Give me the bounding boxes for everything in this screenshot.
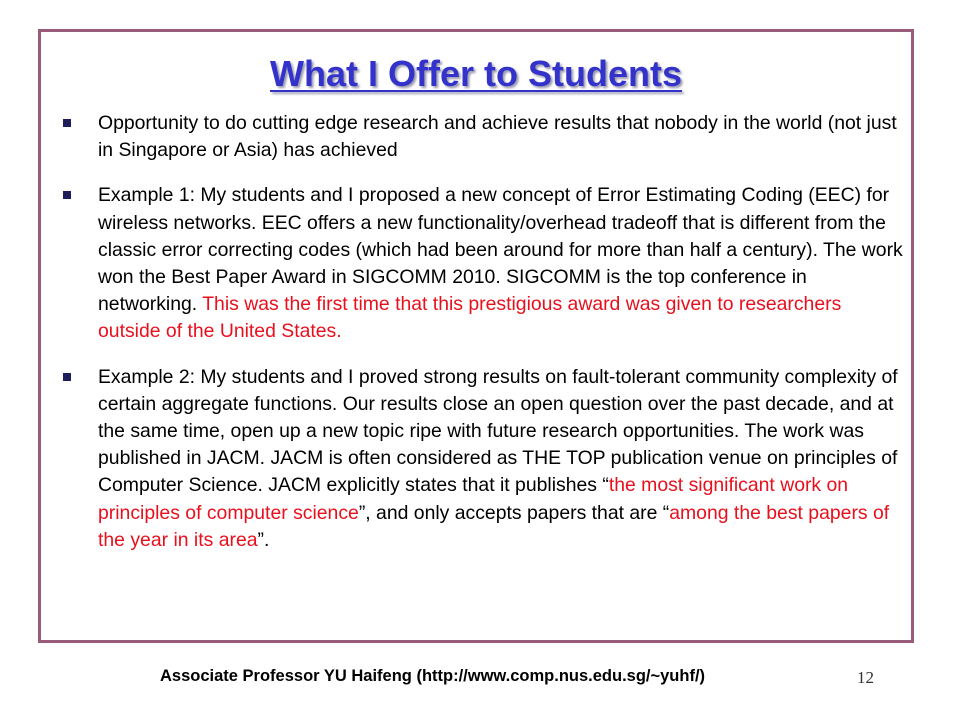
bullet-item-2: [61, 182, 907, 345]
text-run: Opportunity to do cutting edge research and achieve results that nobody in the world (not just in Singapore or Asia) has achieved: [98, 112, 897, 162]
page-number: 12: [857, 668, 874, 687]
bullet-1-text: [98, 112, 897, 161]
footer-author: Associate Professor YU Haifeng (http://www.comp.nus.edu.sg/~yuhf/): [160, 667, 706, 685]
square-bullet-icon: [63, 119, 71, 127]
bullet-2-text: [98, 184, 903, 342]
highlight-text-run: the most significant work on principles of computer science: [98, 474, 849, 524]
text-run: Example 2: My students and I proved strong results on fault-tolerant community complexity of certain aggregate functions. Our results close an open question over the past decade, and at the same time, open up a new topic ripe with future research opportunities. The work was published in JACM. JACM is often considered as THE TOP publication venue on principles of Computer Science. JACM explicitly states that it publishes “: [98, 365, 898, 497]
bullet-list: [61, 110, 907, 572]
text-run: ”, and only accepts papers that are “: [358, 501, 670, 524]
highlight-text-run: This was the first time that this prestigious award was given to researchers outside of the United States.: [98, 293, 842, 343]
slide-title: What I Offer to Students: [270, 53, 682, 94]
highlight-text-run: among the best papers of the year in its area: [98, 501, 890, 551]
bullet-item-1: [61, 110, 907, 164]
text-run: ”.: [257, 528, 270, 551]
bullet-3-text: [98, 366, 898, 551]
bullet-item-3: [61, 364, 907, 554]
slide-frame: [38, 29, 914, 643]
square-bullet-icon: [63, 373, 71, 381]
square-bullet-icon: [63, 191, 71, 199]
text-run: Example 1: My students and I proposed a new concept of Error Estimating Coding (EEC) for wireless networks. EEC offers a new functionality/overhead tradeoff that is different from the classic error correcting codes (which had been around for more than half a century). The work won the Best Paper Award in SIGCOMM 2010. SIGCOMM is the top conference in networking.: [98, 184, 903, 316]
